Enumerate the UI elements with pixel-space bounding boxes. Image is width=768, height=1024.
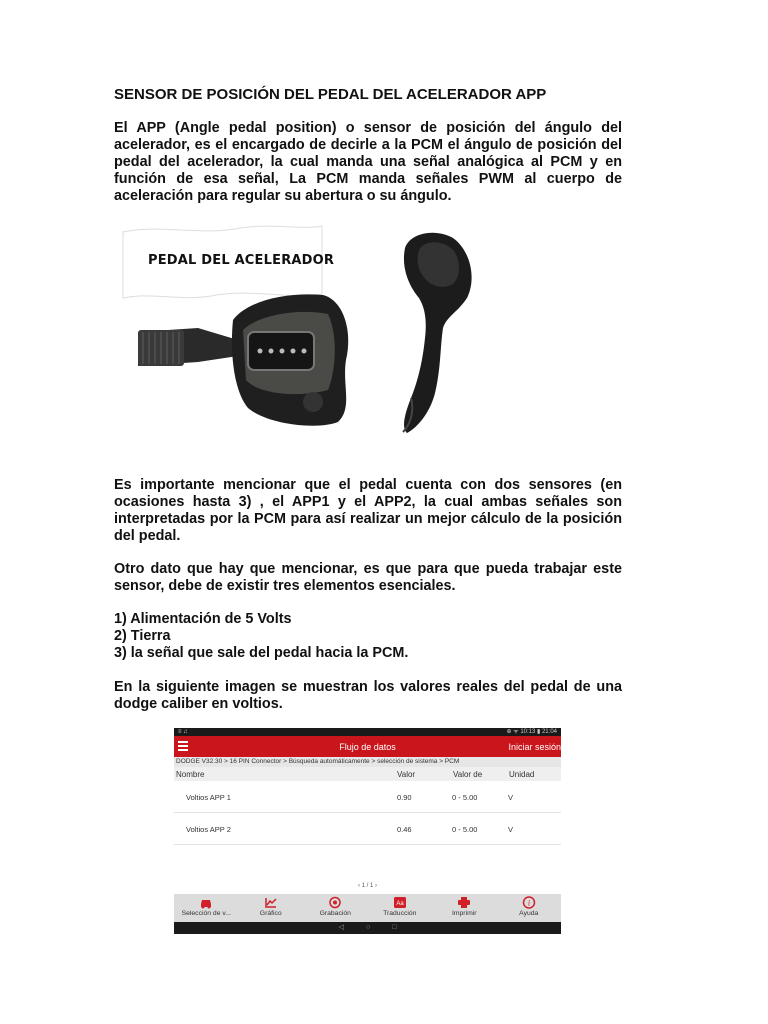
- row-value: 0.46: [397, 825, 412, 834]
- recent-apps-icon[interactable]: □: [392, 924, 397, 931]
- row-name: Voltios APP 1: [186, 793, 231, 802]
- diagnostic-app-screenshot: [174, 728, 561, 934]
- list-item: 2) Tierra: [114, 628, 171, 644]
- row-value: 0.90: [397, 793, 412, 802]
- row-unit: V: [508, 793, 514, 802]
- intro-paragraph: El APP (Angle pedal position) o sensor de posición del ángulo del acelerador, es el encargado de decirle a la PCM el ángulo de posición del pedal del acelerador, la cual manda una señal analógica al PCM y en función de esa señal, La PCM manda señales PWM al cuerpo de aceleración para regular su abertura o su ángulo.: [114, 120, 622, 204]
- table-row[interactable]: [174, 781, 561, 813]
- list-item: 1) Alimentación de 5 Volts: [114, 611, 292, 627]
- translate-icon: [393, 896, 407, 909]
- record-button[interactable]: [303, 894, 367, 922]
- print-button[interactable]: [432, 894, 496, 922]
- svg-text:Aa: Aa: [396, 901, 404, 907]
- bottom-toolbar: [174, 894, 561, 922]
- breadcrumb: DODGE V32.30 > 16 PIN Connector > Búsqueda automáticamente > selección de sistema > PCM: [174, 757, 561, 767]
- tool-label: Traducción: [383, 910, 417, 917]
- chart-icon: [264, 896, 278, 909]
- car-icon: [199, 896, 213, 909]
- help-icon: [522, 896, 536, 909]
- image-intro-paragraph: En la siguiente imagen se muestran los valores reales del pedal de una dodge caliber en voltios.: [114, 679, 622, 712]
- pager[interactable]: ‹ 1 / 1 ›: [357, 883, 377, 889]
- table-header: [174, 767, 561, 781]
- pedal-side-image: [138, 290, 358, 430]
- row-range: 0 - 5.00: [452, 825, 478, 834]
- column-value: Valor: [397, 770, 416, 779]
- sensors-paragraph: Es importante mencionar que el pedal cuenta con dos sensores (en ocasiones hasta 3) , el APP1 y el APP2, la cual ambas señales son interpretadas por la PCM para así realizar un mejor cálculo de la posición del pedal.: [114, 477, 622, 544]
- app-header: [174, 736, 561, 757]
- app-title: Flujo de datos: [339, 742, 396, 752]
- vehicle-selection-button[interactable]: [174, 894, 238, 922]
- chart-button[interactable]: [239, 894, 303, 922]
- status-left: ≡ ♫: [178, 729, 188, 735]
- tool-label: Ayuda: [519, 910, 539, 917]
- tool-label: Grabación: [319, 910, 351, 917]
- column-name: Nombre: [176, 770, 205, 779]
- row-unit: V: [508, 825, 514, 834]
- list-item: 3) la señal que sale del pedal hacia la PCM.: [114, 645, 409, 661]
- record-icon: [328, 896, 342, 909]
- translate-button[interactable]: [368, 894, 432, 922]
- status-right: ⊕ ᯤ 10:13 ▮ 21:04: [506, 729, 557, 735]
- home-icon[interactable]: ○: [365, 924, 371, 931]
- help-button[interactable]: [497, 894, 561, 922]
- table-row[interactable]: [174, 813, 561, 845]
- pedal-front-image: [395, 228, 485, 438]
- status-bar: [174, 728, 561, 736]
- elements-paragraph: Otro dato que hay que mencionar, es que para que pueda trabajar este sensor, debe de existir tres elementos esenciales.: [114, 561, 622, 594]
- document-title: SENSOR DE POSICIÓN DEL PEDAL DEL ACELERADOR APP: [114, 86, 547, 103]
- svg-text:i: i: [527, 898, 530, 908]
- printer-icon: [457, 896, 471, 909]
- back-icon[interactable]: ◁: [338, 924, 344, 931]
- figure-label: PEDAL DEL ACELERADOR: [148, 253, 335, 268]
- login-button[interactable]: Iniciar sesión: [508, 742, 561, 752]
- row-range: 0 - 5.00: [452, 793, 478, 802]
- column-range: Valor de: [453, 770, 483, 779]
- system-nav-bar: [174, 922, 561, 934]
- elements-list: [114, 611, 408, 662]
- tool-label: Gráfico: [259, 910, 282, 917]
- row-name: Voltios APP 2: [186, 825, 231, 834]
- column-unit: Unidad: [509, 770, 535, 779]
- tool-label: Selección de v...: [181, 910, 231, 917]
- tool-label: Imprimir: [451, 910, 477, 917]
